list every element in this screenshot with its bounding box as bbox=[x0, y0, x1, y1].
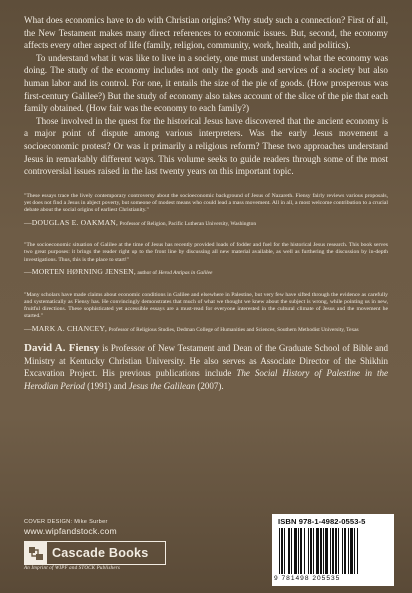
author-bio bbox=[24, 342, 388, 392]
bio-text-1: is Professor of New Testament and Dean of the Graduate School of Bible and Ministry at Kentucky Christian University. He also serves as Associate Director of the Shikhin Excavation Project. His previous publications include bbox=[24, 343, 388, 379]
barcode-digits: 9 781498 205535 bbox=[274, 575, 341, 582]
endorser-name: —MORTEN HØRNING JENSEN bbox=[24, 267, 134, 276]
endorsement-attribution-jensen: —MORTEN HØRNING JENSEN, author of Herod Antipas in Galilee bbox=[24, 267, 213, 276]
barcode-bar bbox=[294, 528, 297, 574]
affiliation-book-title: Herod Antipas in Galilee bbox=[158, 270, 213, 276]
intro-paragraph-2: To understand what it was like to live in a society, one must understand what the economy was doing. The study of the economy includes not only the goods and services of a society but also human labor and its control. For one, it entails the size of the pie of goods. (How prosperous was first-century Galilee?) But the study of economy also takes account of the slice of the pie that each family obtained. (How fair was the economy to each family?) bbox=[24, 52, 388, 114]
endorsement-attribution-chancey: —MARK A. CHANCEY, Professor of Religious Studies, Dedman College of Humanities and Sciences, Southern Methodist University, Texas bbox=[24, 323, 359, 333]
barcode-bar bbox=[288, 528, 290, 574]
barcode-bar bbox=[316, 528, 319, 574]
affiliation-text: author of bbox=[137, 270, 159, 276]
endorser-name: —MARK A. CHANCEY bbox=[24, 323, 106, 333]
barcode-bar bbox=[304, 528, 305, 574]
barcode-bar bbox=[332, 528, 334, 574]
bio-book-2: Jesus the Galilean bbox=[128, 380, 196, 391]
cover-design-credit: COVER DESIGN: Mike Surber bbox=[24, 519, 108, 525]
barcode-bar bbox=[348, 528, 349, 574]
endorser-affiliation: Professor of Religion, Pacific Lutheran University, Washington bbox=[119, 220, 257, 227]
barcode-bar bbox=[338, 528, 339, 574]
endorsement-attribution-oakman: —DOUGLAS E. OAKMAN, Professor of Religion, Pacific Lutheran University, Washington bbox=[24, 217, 257, 227]
barcode-bar bbox=[335, 528, 337, 574]
barcode-bar bbox=[300, 528, 302, 574]
endorsements bbox=[24, 193, 388, 334]
isbn-number: ISBN 978-1-4982-0553-5 bbox=[278, 517, 366, 526]
barcode-bar bbox=[313, 528, 314, 574]
publisher-url: www.wipfandstock.com bbox=[24, 526, 117, 536]
isbn-barcode bbox=[272, 514, 394, 586]
endorsement-quote-chancey: "Many scholars have made claims about economic conditions in Galilee and elsewhere in Palestine, but very few have sifted through the evidence as carefully and systematically as Fiensy has. He convincingly demonstrates that much of what we thought we knew about the subject is wrong, while pointing us in new, fruitful directions. These sophisticated yet accessible essays are a must-read for everyone interested in the cultural climate of Jesus and the movement he started." bbox=[24, 291, 388, 320]
barcode-bar bbox=[323, 528, 324, 574]
publisher-logo bbox=[24, 541, 166, 565]
bio-book-1: The Social History of Palestine in the Herodian Period bbox=[24, 368, 388, 391]
endorser-name: —DOUGLAS E. OAKMAN bbox=[24, 217, 116, 227]
bio-text-3: (2007). bbox=[195, 380, 224, 391]
barcode-bar bbox=[291, 528, 292, 574]
intro-paragraph-3: Those involved in the quest for the historical Jesus have discovered that the ancient economy is a major point of dispute among various interpreters. Was the early Jesus movement a socioeconomic protest? Or was it primarily a religious reform? These two approaches understand Jesus in remarkably different ways. This volume seeks to guide readers through some of the most controversial issues raised in the last twenty years on this important topic. bbox=[24, 115, 388, 177]
intro-paragraph-1: What does economics have to do with Christian origins? Why study such a connection? First of all, the New Testament makes many direct references to economic issues. But, second, the economy affects every other aspect of life (family, religion, community, work, health, and politics). bbox=[24, 15, 388, 51]
barcode-bar bbox=[350, 528, 353, 574]
author-name: David A. Fiensy bbox=[24, 342, 100, 355]
barcode-bar bbox=[310, 528, 312, 574]
barcode-icon bbox=[277, 528, 389, 574]
publisher-name: Cascade Books bbox=[52, 546, 149, 560]
barcode-bar bbox=[330, 528, 331, 574]
endorser-affiliation bbox=[137, 270, 212, 276]
barcode-bar bbox=[308, 528, 309, 574]
cascade-logo-icon bbox=[25, 542, 47, 564]
endorsement-quote-oakman: "These essays trace the lively contemporary controversy about the socioeconomic background of Jesus of Nazareth. Fiensy fairly reviews various proposals, yet does not find a Jesus in abject poverty, but someone of modest means who could lead a mass movement. All in all, a most welcome contribution to a crucial debate about the social origins of earliest Christianity." bbox=[24, 192, 388, 214]
barcode-bar bbox=[279, 528, 280, 574]
bio-text-2: (1991) and bbox=[84, 380, 129, 391]
endorser-affiliation: Professor of Religious Studies, Dedman College of Humanities and Sciences, Southern Methodist University, Texas bbox=[108, 326, 359, 333]
endorsement-quote-jensen: "The socioeconomic situation of Galilee at the time of Jesus has recently provided loads of fodder and fuel for the historical Jesus research. This book serves two great purposes: it brings the reader right up to the front line by discussing all new material available, as well as furthering the discussion by in-depth investigations. Thus, this is the place to start!" bbox=[24, 242, 388, 263]
barcode-bar bbox=[325, 528, 328, 574]
cover-footer bbox=[24, 519, 394, 585]
barcode-bar bbox=[298, 528, 299, 574]
barcode-bar bbox=[281, 528, 283, 574]
barcode-bar bbox=[320, 528, 322, 574]
barcode-bar bbox=[354, 528, 355, 574]
barcode-bar bbox=[357, 528, 358, 574]
publisher-imprint: An Imprint of WIPF and STOCK Publishers bbox=[24, 566, 121, 571]
barcode-bar bbox=[284, 528, 285, 574]
barcode-bar bbox=[344, 528, 346, 574]
barcode-bar bbox=[342, 528, 343, 574]
